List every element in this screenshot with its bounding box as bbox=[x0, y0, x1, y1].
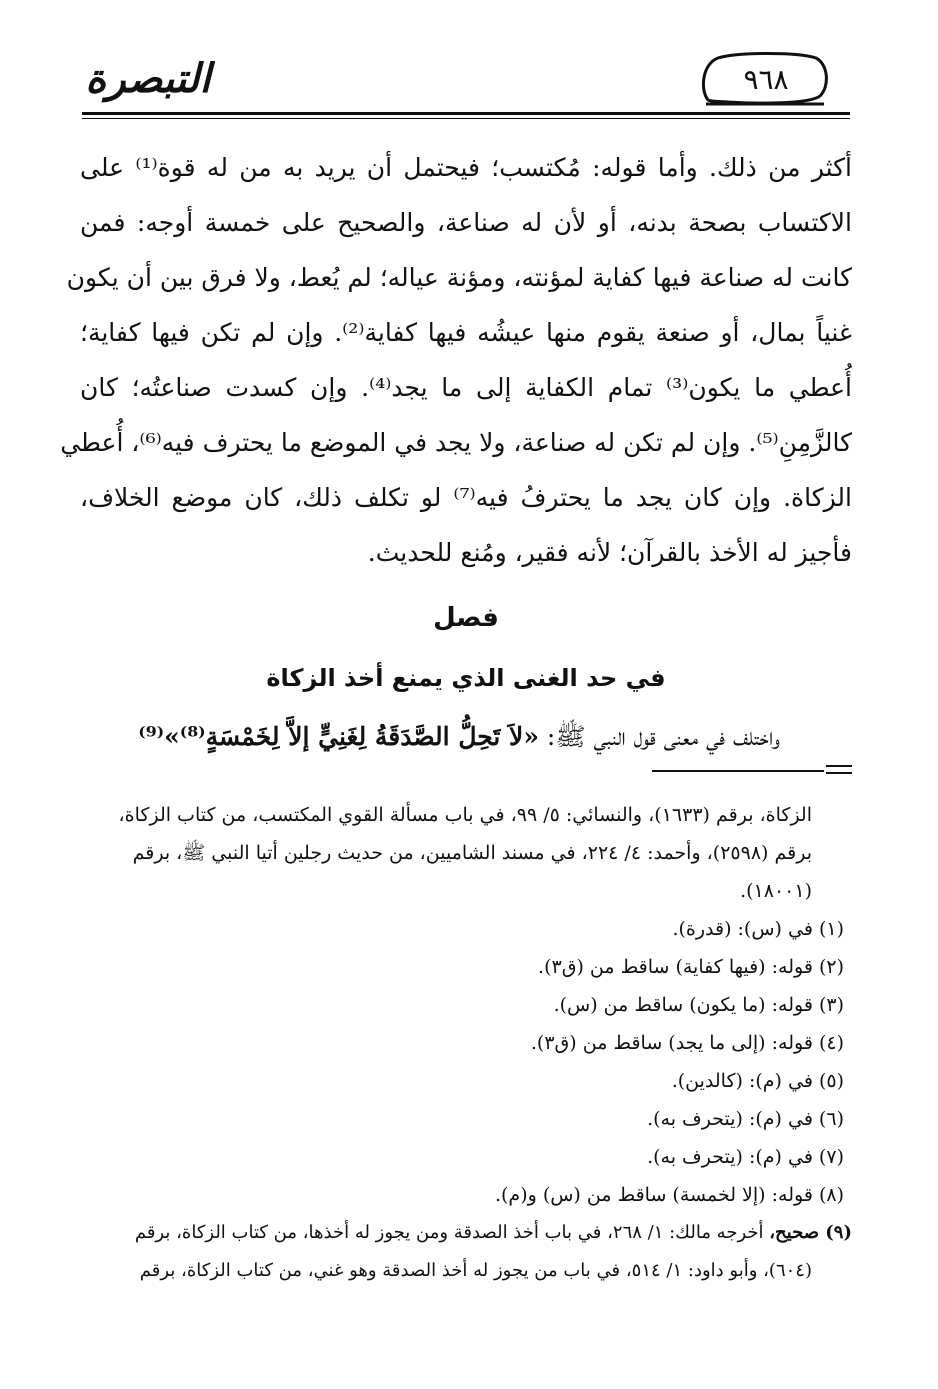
footnote-text: أخرجه مالك: ١/ ٢٦٨، في باب أخذ الصدقة ومن يجوز له أخذها، من كتاب الزكاة، برقم bbox=[134, 1222, 770, 1243]
footnote-separator bbox=[652, 770, 824, 772]
footnote-item: (٣) قوله: (ما يكون) ساقط من (س). bbox=[553, 994, 844, 1016]
footnote-item: (٥) في (م): (كالدين). bbox=[671, 1070, 844, 1092]
header-rule-thin bbox=[82, 118, 850, 119]
footnote-continued-line: الزكاة، برقم (١٦٣٣)، والنسائي: ٥/ ٩٩، في باب مسألة القوي المكتسب، من كتاب الزكاة، bbox=[118, 804, 812, 826]
hadith-quote: «لاَ تَحِلُّ الصَّدَقَةُ لِغَنِيٍّ إلاَّ لِخَمْسَةٍ⁽⁸⁾»⁽⁹⁾ bbox=[138, 722, 539, 751]
footnote-item: (١) في (س): (قدرة). bbox=[672, 918, 844, 940]
continuation-mark bbox=[826, 760, 852, 784]
footnote-item: (٧) في (م): (يتحرف به). bbox=[647, 1146, 844, 1168]
footnote-label: (٩) صحيح، bbox=[769, 1222, 852, 1243]
footnote-continued-line: (٦٠٤)، وأبو داود: ١/ ٥١٤، في باب من يجوز له أخذ الصدقة وهو غني، من كتاب الزكاة، برقم bbox=[139, 1260, 812, 1281]
hadith-intro: واختلف في معنى قول النبي ﷺ: bbox=[538, 722, 780, 751]
section-subheading: في حد الغنى الذي يمنع أخذ الزكاة bbox=[266, 664, 666, 692]
text-line: كالزَّمِنِ⁽⁵⁾. وإن لم تكن له صناعة، ولا يجد في الموضع ما يحترف فيه⁽⁶⁾، أُعطي bbox=[60, 428, 852, 457]
footnotes bbox=[80, 796, 852, 1290]
footnote-item bbox=[80, 1214, 852, 1252]
footnote-continued-line: برقم (٢٥٩٨)، وأحمد: ٤/ ٢٢٤، في مسند الشاميين، من حديث رجلين أتيا النبي ﷺ، برقم bbox=[132, 842, 812, 864]
footnote-continued-line: (١٨٠٠١). bbox=[740, 880, 812, 902]
text-line: الاكتساب بصحة بدنه، أو لأن له صناعة، والصحيح على خمسة أوجه: فمن bbox=[80, 208, 852, 237]
header-rule bbox=[82, 112, 850, 115]
text-line: غنياً بمال، أو صنعة يقوم منها عيشُه فيها كفاية⁽²⁾. وإن لم تكن فيها كفاية؛ bbox=[80, 318, 852, 347]
text-line: فأجيز له الأخذ بالقرآن؛ لأنه فقير، ومُنع للحديث. bbox=[367, 538, 852, 567]
hadith-line bbox=[80, 712, 780, 762]
text-line: أُعطي ما يكون⁽³⁾ تمام الكفاية إلى ما يجد⁽⁴⁾. وإن كسدت صناعتُه؛ كان bbox=[80, 373, 852, 402]
footnote-item: (٦) في (م): (يتحرف به). bbox=[647, 1108, 844, 1130]
text-line: كانت له صناعة فيها كفاية لمؤنته، ومؤنة عياله؛ لم يُعط، ولا فرق بين أن يكون bbox=[66, 263, 852, 292]
text-line: أكثر من ذلك. وأما قوله: مُكتسب؛ فيحتمل أن يريد به من له قوة⁽¹⁾ على bbox=[80, 153, 853, 182]
page-number: ٩٦٨ bbox=[743, 63, 789, 96]
footnote-item: (٢) قوله: (فيها كفاية) ساقط من (ق٣). bbox=[538, 956, 844, 978]
text-line: الزكاة. وإن كان يجد ما يحترفُ فيه⁽⁷⁾ لو تكلف ذلك، كان موضع الخلاف، bbox=[80, 483, 852, 512]
running-head-title: التبصرة bbox=[85, 55, 211, 102]
section-heading: فصل bbox=[433, 603, 499, 633]
footnote-item: (٤) قوله: (إلى ما يجد) ساقط من (ق٣). bbox=[530, 1032, 844, 1054]
footnote-item: (٨) قوله: (إلا لخمسة) ساقط من (س) و(م). bbox=[494, 1184, 844, 1206]
main-text bbox=[60, 140, 853, 580]
